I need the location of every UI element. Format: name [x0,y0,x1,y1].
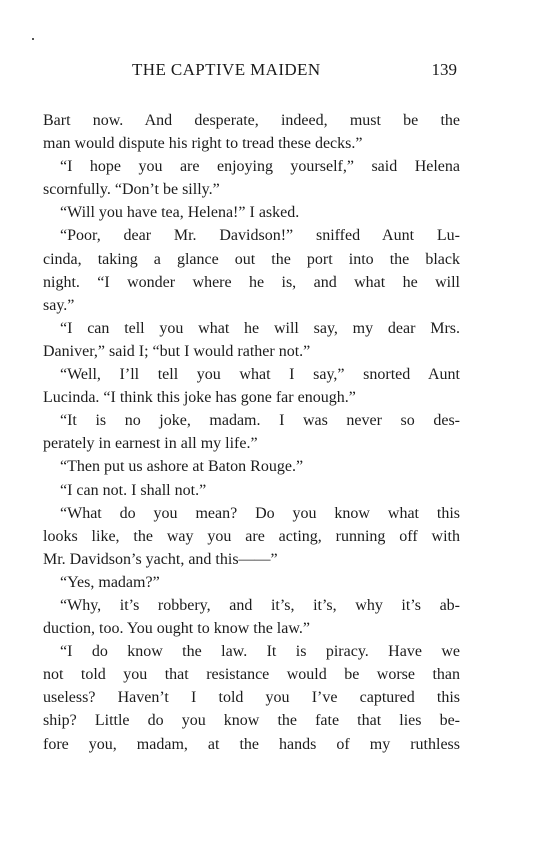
body-text [43,109,460,756]
text-line: cinda, taking a glance out the port into the black [43,250,460,268]
text-line: ship? Little do you know the fate that lies be- [43,712,460,730]
text-line: Daniver,” said I; “but I would rather not.” [43,342,311,360]
text-line: “It is no joke, madam. I was never so des- [60,412,460,430]
text-line: “Well, I’ll tell you what I say,” snorted Aunt [60,366,460,384]
text-line: useless? Haven’t I told you I’ve captured this [43,689,460,707]
running-title: THE CAPTIVE MAIDEN [132,60,321,79]
text-line: Mr. Davidson’s yacht, and this——” [43,550,278,568]
text-line: “Yes, madam?” [60,573,160,591]
text-line: say.” [43,296,75,314]
text-line: perately in earnest in all my life.” [43,435,258,453]
text-line: “What do you mean? Do you know what this [60,504,460,522]
print-speck [32,38,34,40]
text-line: “Then put us ashore at Baton Rouge.” [60,458,304,476]
text-line: “I can tell you what he will say, my dear Mrs. [60,319,460,337]
text-line: “I do know the law. It is piracy. Have we [60,643,460,661]
text-line: fore you, madam, at the hands of my ruthless [43,735,460,753]
text-line: Bart now. And desperate, indeed, must be the [43,112,460,129]
text-line: “Will you have tea, Helena!” I asked. [60,204,300,222]
text-line: looks like, the way you are acting, running off with [43,527,460,545]
text-line: scornfully. “Don’t be silly.” [43,181,220,199]
text-line: “Poor, dear Mr. Davidson!” sniffed Aunt Lu- [60,227,460,245]
text-line: “Why, it’s robbery, and it’s, it’s, why it’s ab- [60,596,460,614]
text-line: man would dispute his right to tread these decks.” [43,135,363,153]
text-line: Lucinda. “I think this joke has gone far enough.” [43,389,356,407]
page-header [132,60,457,84]
text-line: not told you that resistance would be worse than [43,666,460,684]
text-line: night. “I wonder where he is, and what he will [43,273,460,291]
text-line: “I hope you are enjoying yourself,” said Helena [60,158,460,176]
text-line: duction, too. You ought to know the law.” [43,620,310,638]
text-line: “I can not. I shall not.” [60,481,207,499]
page-number: 139 [431,60,457,79]
